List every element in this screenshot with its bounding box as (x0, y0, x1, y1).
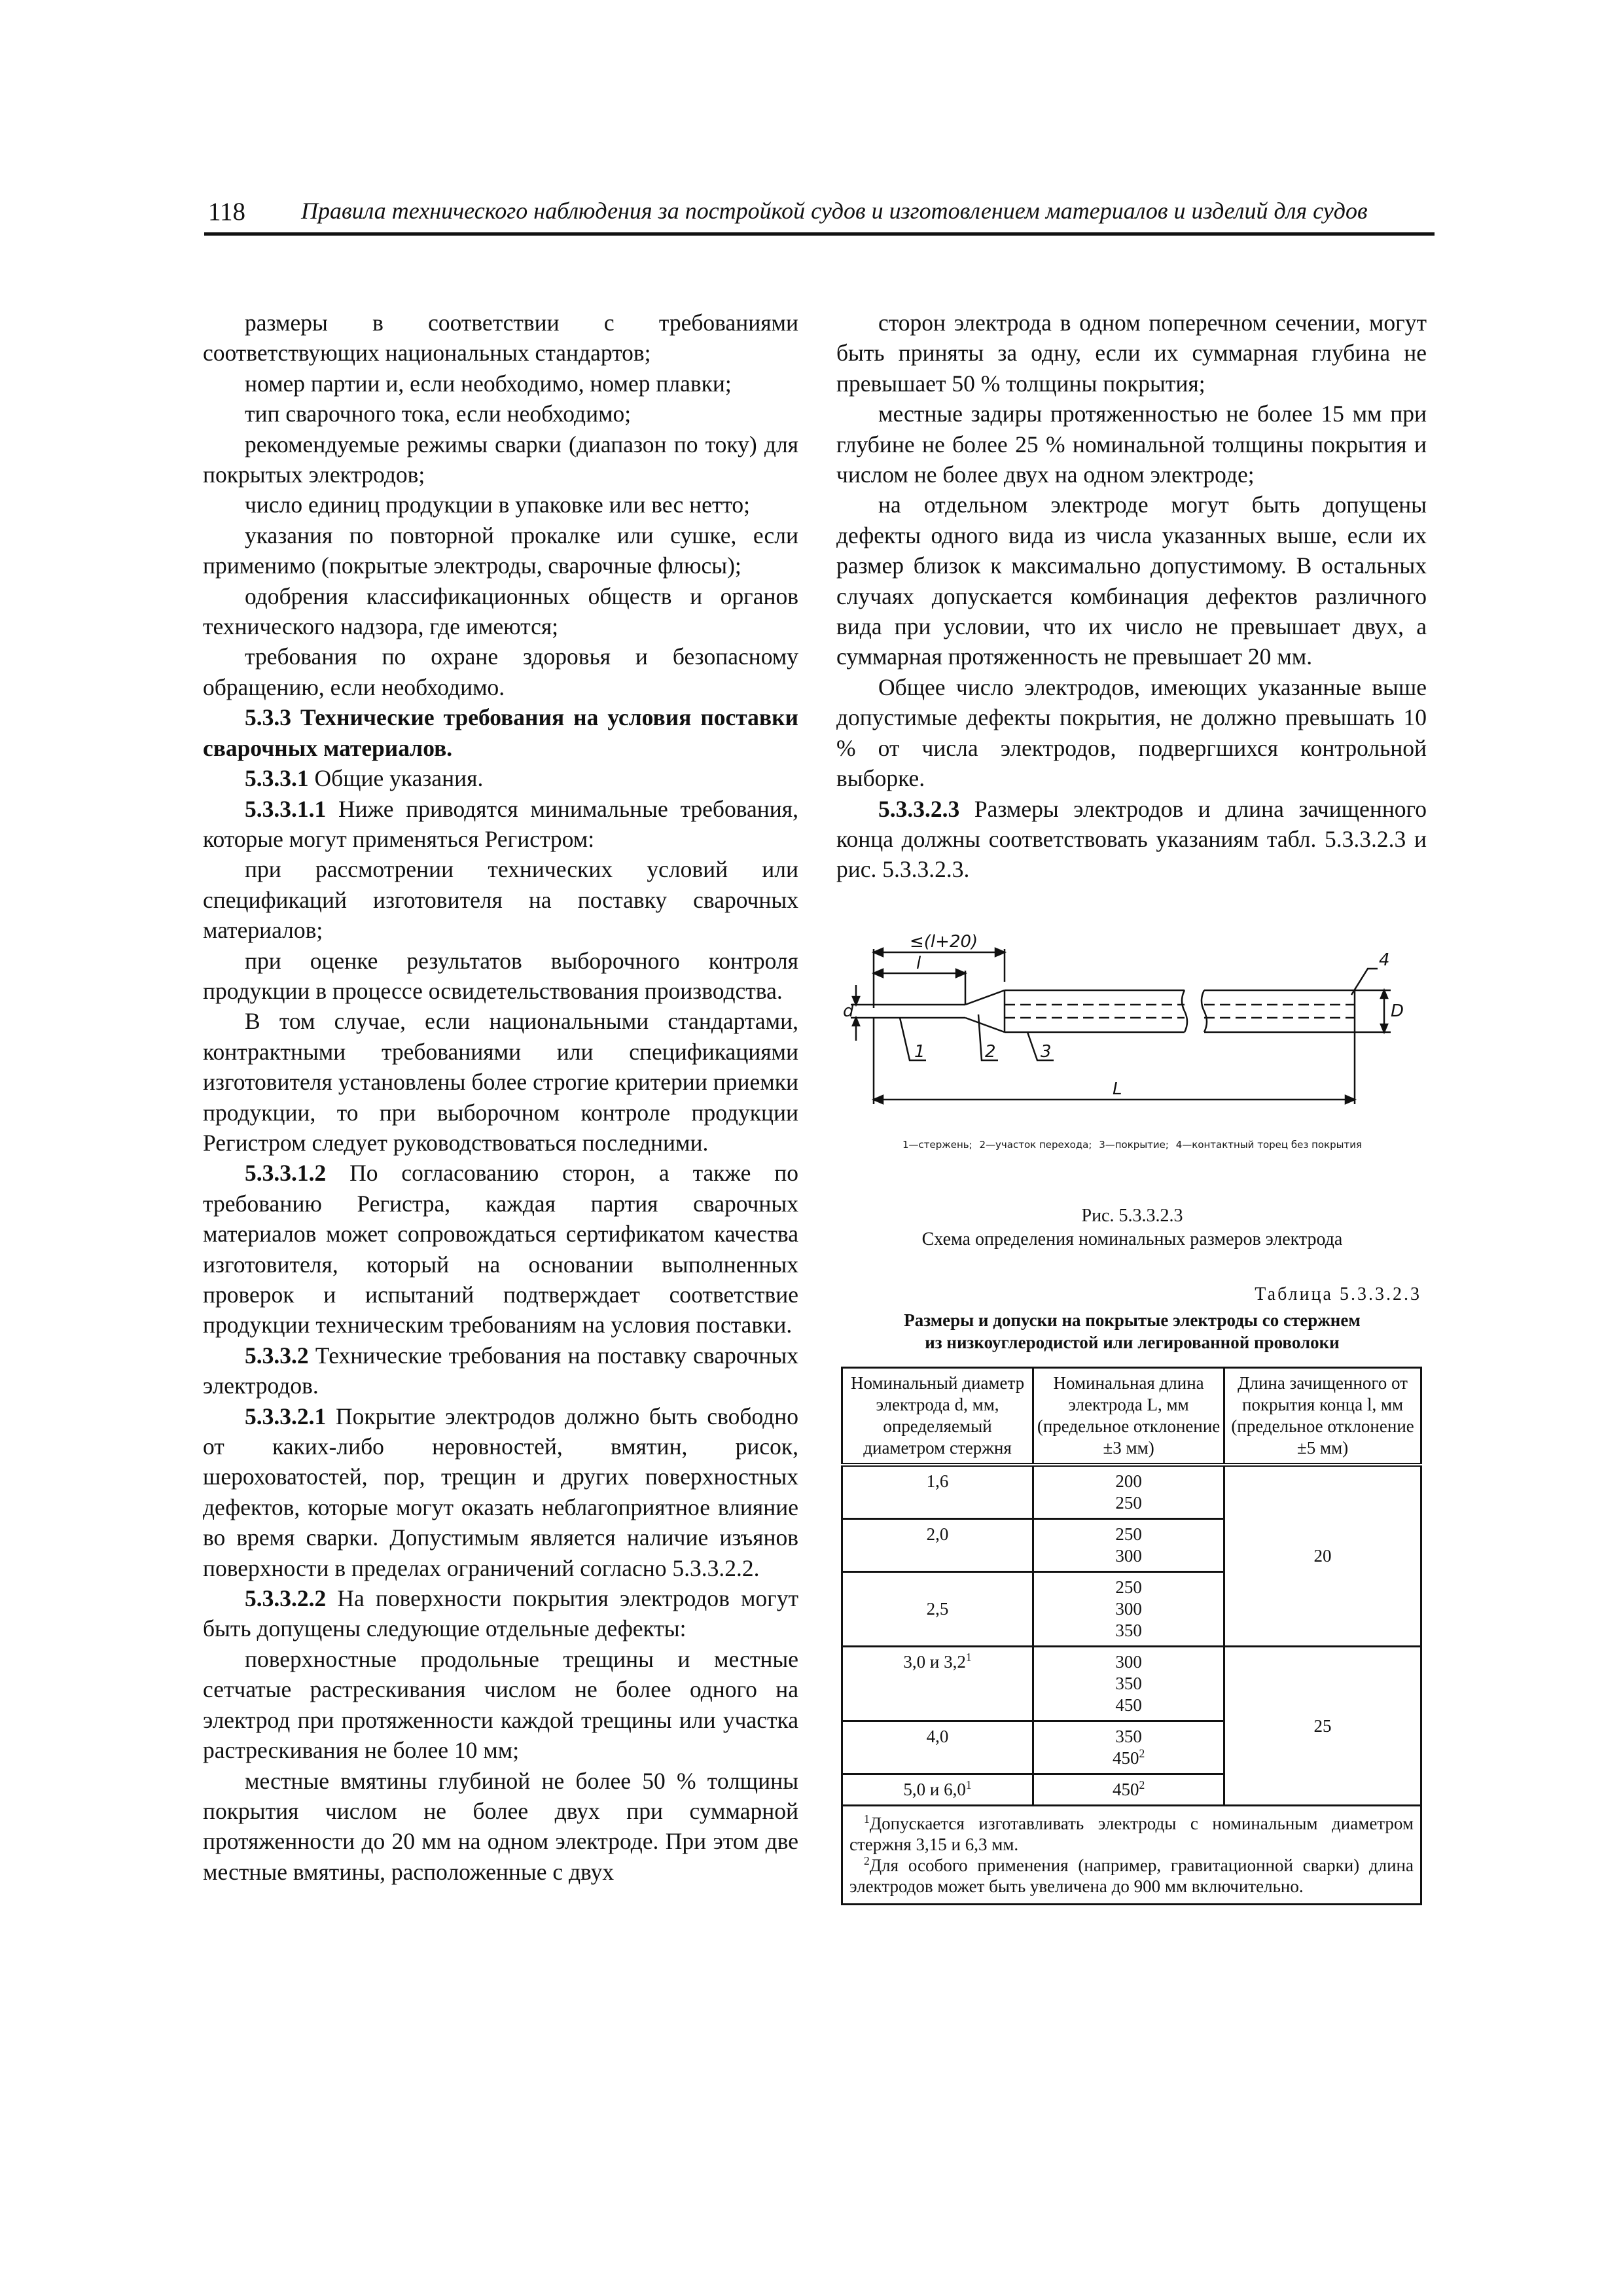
dim-label-d: d (843, 1001, 854, 1021)
section-5-3-3-2-3 (836, 794, 1427, 885)
footnote-1: $^1$Допускается изготавливать электроды с номинальным диаметром стержня 3,15 и 6,3 мм. (849, 1812, 1414, 1854)
callout-4: 4 (1379, 950, 1390, 970)
table-notes-row (842, 1806, 1421, 1905)
section-5-3-3-1 (203, 763, 798, 793)
table-label: Таблица 5.3.3.2.3 (1255, 1284, 1421, 1304)
section-text: Технические требования на поставку сварочных электродов. (203, 1342, 798, 1399)
paragraph: при оценке результатов выборочного контроля продукции в процессе освидетельствования производства. (203, 947, 798, 1004)
paragraph: Общее число электродов, имеющих указанные выше допустимые дефекты покрытия, не должно превышать 10 % от числа электродов, подвергшихся контрольной выборке. (836, 673, 1427, 792)
table-notes (842, 1806, 1421, 1905)
section-number: 5.3.3.1.1 (245, 795, 327, 822)
table-row (842, 1647, 1421, 1721)
paragraph: одобрения классификационных обществ и органов технического надзора, где имеются; (203, 583, 798, 640)
paragraph: рекомендуемые режимы сварки (диапазон по току) для покрытых электродов; (203, 431, 798, 488)
length-cell: 250 300 (1033, 1519, 1224, 1572)
section-heading-5-3-3 (203, 702, 798, 763)
section-title: Технические требования на условия поставки сварочных материалов. (203, 704, 798, 761)
break-line (1202, 990, 1207, 1032)
section-number: 5.3.3.1 (245, 765, 309, 792)
clean-end-cell: 20 (1224, 1465, 1421, 1647)
transition-bottom (965, 1018, 1005, 1032)
figure-caption (838, 1204, 1427, 1251)
paragraph: требования по охране здоровья и безопасному обращению, если необходимо. (203, 643, 798, 700)
paragraph: В том случае, если национальными стандартами, контрактными требованиями или спецификациями изготовителя установлены более строгие критерии приемки продукции, то при выборочном контроле продукции Регистром следует руководствоваться последними. (203, 1008, 798, 1156)
electrode-diagram (838, 933, 1427, 1129)
paragraph: указания по повторной прокалке или сушке, если применимо (покрытые электроды, сварочные флюсы); (203, 522, 798, 579)
section-number: 5.3.3.2 (245, 1342, 309, 1369)
running-title: Правила технического наблюдения за постройкой судов и изготовлением материалов и изделий для судов (301, 198, 1368, 224)
paragraph: число единиц продукции в упаковке или вес нетто; (245, 492, 751, 518)
header-clean-end: Длина зачищенного от покрытия конца l, мм (предельное отклонение ±5 мм) (1224, 1368, 1421, 1465)
dim-label-L: L (1113, 1079, 1122, 1099)
figure-number: Рис. 5.3.3.2.3 (1081, 1206, 1183, 1226)
length-cell: 350 $450^2$ (1033, 1721, 1224, 1774)
figure-title: Схема определения номинальных размеров электрода (921, 1229, 1343, 1249)
paragraph: номер партии и, если необходимо, номер плавки; (245, 370, 732, 397)
paragraph: сторон электрода в одном поперечном сечении, могут быть приняты за одну, если их суммарная глубина не превышает 50 % толщины покрытия; (836, 310, 1427, 397)
paragraph: поверхностные продольные трещины и местные сетчатые растрескивания числом не более одного на электрод при протяженности каждой трещины или участка растрескивания не более 10 мм; (203, 1645, 798, 1764)
table-header-row (842, 1368, 1421, 1465)
section-text: Размеры электродов и длина зачищенного конца должны соответствовать указаниям табл. 5.3.3.2.3 и рис. 5.3.3.2.3. (836, 795, 1427, 883)
section-number: 5.3.3.2.3 (878, 795, 960, 822)
transition-top (965, 990, 1005, 1005)
paragraph: на отдельном электроде могут быть допущены дефекты одного вида из числа указанных выше, если их размер близок к максимально допустимому. В остальных случаях допускается комбинация дефектов различного вида при условии, что их число не превышает двух, а суммарная протяженность не превышает 20 мм. (836, 492, 1427, 670)
table-row (842, 1465, 1421, 1519)
paragraph: местные вмятины глубиной не более 50 % толщины покрытия числом не более двух при суммарной протяженности до 20 мм на одном электроде. При этом две местные вмятины, расположенные с двух (203, 1767, 798, 1885)
legend-item: 4—контактный торец без покрытия (1175, 1139, 1362, 1151)
section-5-3-3-2-1 (203, 1401, 798, 1583)
table-title (838, 1309, 1427, 1354)
legend-item: 1—стержень; (902, 1139, 972, 1151)
paragraph: тип сварочного тока, если необходимо; (245, 401, 632, 427)
right-column (836, 308, 1427, 885)
page-number: 118 (208, 198, 246, 226)
length-cell: 200 250 (1033, 1465, 1224, 1519)
page-header (204, 193, 1435, 236)
section-text: Ниже приводятся минимальные требования, которые могут применяться Регистром: (203, 795, 798, 852)
section-text: Покрытие электродов должно быть свободно от каких-либо неровностей, вмятин, рисок, шероховатостей, пор, трещин и других поверхностных дефектов, которые могут оказать неблагоприятное влияние во время сварки. Допустимым является наличие изъянов поверхности в пределах ограничений согласно 5.3.3.2.2. (203, 1403, 798, 1581)
table-title-line: Размеры и допуски на покрытые электроды со стержнем (904, 1310, 1361, 1330)
paragraph: местные задиры протяженностью не более 15 мм при глубине не более 25 % номинальной толщины покрытия и числом не более двух на одном электроде; (836, 401, 1427, 488)
length-cell: $450^2$ (1033, 1774, 1224, 1806)
header-length: Номинальная длина электрода L, мм (предельное отклонение ±3 мм) (1033, 1368, 1224, 1465)
section-5-3-3-1-2 (203, 1158, 798, 1340)
dim-label-D: D (1391, 1001, 1404, 1021)
diameter-cell: 2,0 (842, 1519, 1033, 1572)
left-column (203, 308, 798, 1887)
table-title-line: из низкоуглеродистой или легированной проволоки (925, 1333, 1340, 1352)
section-number: 5.3.3.1.2 (245, 1160, 327, 1187)
paragraph: размеры в соответствии с требованиями соответствующих национальных стандартов; (203, 310, 798, 367)
break-line (1182, 990, 1187, 1032)
figure-legend (838, 1139, 1427, 1151)
electrode-figure (838, 933, 1427, 1129)
section-5-3-3-2-2 (203, 1583, 798, 1644)
header-diameter: Номинальный диаметр электрода d, мм, определяемый диаметром стержня (842, 1368, 1033, 1465)
dim-label-l: l (916, 954, 921, 973)
section-text: Общие указания. (314, 765, 484, 792)
legend-item: 2—участок перехода; (979, 1139, 1092, 1151)
diameter-cell: 1,6 (842, 1465, 1033, 1519)
diameter-cell: 4,0 (842, 1721, 1033, 1774)
section-number: 5.3.3.2.2 (245, 1585, 327, 1612)
length-cell: 300 350 450 (1033, 1647, 1224, 1721)
electrode-table (841, 1367, 1422, 1905)
legend-item: 3—покрытие; (1099, 1139, 1169, 1151)
clean-end-cell: 25 (1224, 1647, 1421, 1806)
section-text: На поверхности покрытия электродов могут быть допущены следующие отдельные дефекты: (203, 1585, 798, 1642)
callout-1: 1 (914, 1042, 925, 1062)
section-number: 5.3.3.2.1 (245, 1403, 327, 1429)
section-text: По согласованию сторон, а также по требованию Регистра, каждая партия сварочных материалов может сопровождаться сертификатом качества изготовителя, который на основании выполненных проверок и испытаний подтверждает соответствие продукции техническим требованиям на условия поставки. (203, 1160, 798, 1338)
dim-label-top: ≤(l+20) (910, 933, 978, 952)
footnote-2: $^2$Для особого применения (например, гравитационной сварки) длина электродов может быть увеличена до 900 мм включительно. (849, 1854, 1414, 1896)
section-number: 5.3.3 (245, 704, 291, 731)
section-5-3-3-1-1 (203, 794, 798, 855)
length-cell: 250 300 350 (1033, 1572, 1224, 1647)
diameter-cell: 3,0 и $3,2^1$ (842, 1647, 1033, 1721)
diameter-cell: 5,0 и $6,0^1$ (842, 1774, 1033, 1806)
section-5-3-3-2 (203, 1340, 798, 1401)
callout-3: 3 (1041, 1042, 1052, 1062)
paragraph: при рассмотрении технических условий или спецификаций изготовителя на поставку сварочных материалов; (203, 856, 798, 944)
diameter-cell: 2,5 (842, 1572, 1033, 1647)
callout-2: 2 (985, 1042, 996, 1062)
